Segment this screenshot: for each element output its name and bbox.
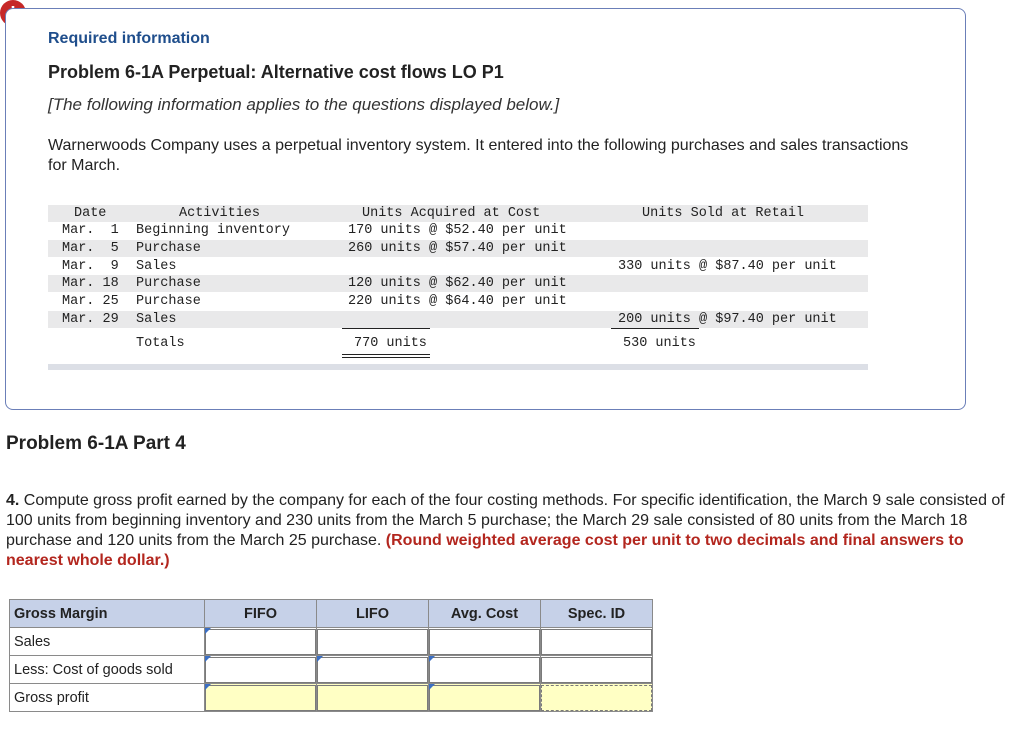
gross-profit-spec-id-input[interactable] (541, 685, 652, 711)
acquired-double-rule-2 (342, 357, 430, 358)
table-row (10, 628, 653, 656)
question-number: 4. (6, 492, 20, 509)
totals-row (48, 335, 868, 352)
input-marker-icon (205, 656, 211, 662)
gross-profit-fifo-input[interactable] (205, 685, 316, 711)
table-row (10, 656, 653, 684)
row-date: Mar. 25 (62, 294, 119, 309)
cogs-avg-cost-cell (429, 656, 541, 684)
input-marker-icon (429, 656, 435, 662)
row-activity: Purchase (136, 241, 201, 256)
header-units-sold: Units Sold at Retail (642, 206, 805, 221)
table-row (48, 222, 868, 239)
sales-avg-cost-cell (429, 628, 541, 656)
gross-profit-fifo-cell (205, 684, 317, 712)
row-acquired: 120 units @ $62.40 per unit (348, 276, 567, 291)
header-avg-cost: Avg. Cost (429, 600, 541, 628)
cogs-spec-id-cell (541, 656, 653, 684)
cogs-fifo-input[interactable] (205, 657, 316, 683)
cogs-lifo-cell (317, 656, 429, 684)
problem-title: Problem 6-1A Perpetual: Alternative cost flows LO P1 (48, 62, 504, 82)
part-title: Problem 6-1A Part 4 (6, 433, 186, 454)
row-activity: Beginning inventory (136, 223, 290, 238)
row-acquired: 220 units @ $64.40 per unit (348, 294, 567, 309)
gross-margin-header-row (10, 600, 653, 628)
row-sold: 330 units @ $87.40 per unit (618, 259, 837, 274)
row-label-sales: Sales (10, 628, 205, 656)
transactions-header-row (48, 205, 868, 222)
header-units-acquired: Units Acquired at Cost (362, 206, 541, 221)
row-date: Mar. 9 (62, 259, 119, 274)
sales-lifo-input[interactable] (317, 629, 428, 655)
cogs-lifo-input[interactable] (317, 657, 428, 683)
sales-lifo-cell (317, 628, 429, 656)
sales-fifo-cell (205, 628, 317, 656)
cogs-avg-cost-input[interactable] (429, 657, 540, 683)
input-marker-icon (429, 684, 435, 690)
row-date: Mar. 1 (62, 223, 119, 238)
row-sold: 200 units @ $97.40 per unit (618, 312, 837, 327)
gross-margin-table (9, 599, 653, 712)
row-activity: Sales (136, 312, 177, 327)
header-lifo: LIFO (317, 600, 429, 628)
row-date: Mar. 5 (62, 241, 119, 256)
acquired-double-rule-1 (342, 354, 430, 355)
cogs-fifo-cell (205, 656, 317, 684)
row-date: Mar. 29 (62, 312, 119, 327)
gross-profit-lifo-input[interactable] (317, 685, 428, 711)
gross-profit-avg-cost-cell (429, 684, 541, 712)
table-bottom-bar (48, 364, 868, 370)
header-gross-margin: Gross Margin (10, 600, 205, 628)
totals-label: Totals (136, 336, 185, 351)
sales-spec-id-cell (541, 628, 653, 656)
row-label-cogs: Less: Cost of goods sold (10, 656, 205, 684)
table-row (48, 258, 868, 275)
sales-spec-id-input[interactable] (541, 629, 652, 655)
input-marker-icon (205, 628, 211, 634)
table-row (48, 311, 868, 328)
table-row (48, 275, 868, 292)
question-body: Compute gross profit earned by the company for each of the four costing methods. For specific identification, the March 9 sale consisted of 100 units from beginning inventory and 230 units from the March 5 purchase; the March 29 sale consisted of 80 units from the March 18 purchase and 120 units from the March 25 purchase. (6, 492, 1005, 549)
info-note: [The following information applies to the questions displayed below.] (48, 95, 560, 114)
input-marker-icon (317, 656, 323, 662)
intro-text: Warnerwoods Company uses a perpetual inventory system. It entered into the following purchases and sales transactions for March. (48, 137, 909, 174)
input-marker-icon (205, 684, 211, 690)
totals-acquired: 770 units (354, 336, 427, 351)
row-date: Mar. 18 (62, 276, 119, 291)
header-spec-id: Spec. ID (541, 600, 653, 628)
header-date: Date (74, 206, 107, 221)
gross-profit-lifo-cell (317, 684, 429, 712)
header-fifo: FIFO (205, 600, 317, 628)
sales-fifo-input[interactable] (205, 629, 316, 655)
question-text (6, 491, 1016, 571)
sales-avg-cost-input[interactable] (429, 629, 540, 655)
table-row (48, 240, 868, 257)
gross-profit-avg-cost-input[interactable] (429, 685, 540, 711)
table-row (10, 684, 653, 712)
row-activity: Sales (136, 259, 177, 274)
header-activities: Activities (179, 206, 261, 221)
table-row (48, 293, 868, 310)
sold-sum-rule (611, 328, 699, 329)
required-info-heading: Required information (48, 30, 210, 47)
totals-sold: 530 units (623, 336, 696, 351)
row-acquired: 260 units @ $57.40 per unit (348, 241, 567, 256)
gross-profit-spec-id-cell (541, 684, 653, 712)
row-activity: Purchase (136, 276, 201, 291)
row-label-gross-profit: Gross profit (10, 684, 205, 712)
row-acquired: 170 units @ $52.40 per unit (348, 223, 567, 238)
cogs-spec-id-input[interactable] (541, 657, 652, 683)
row-activity: Purchase (136, 294, 201, 309)
rounding-instruction: (Round weighted average cost per unit to two decimals and final answers to nearest whole dollar.) (6, 532, 964, 569)
acquired-sum-rule (342, 328, 430, 329)
